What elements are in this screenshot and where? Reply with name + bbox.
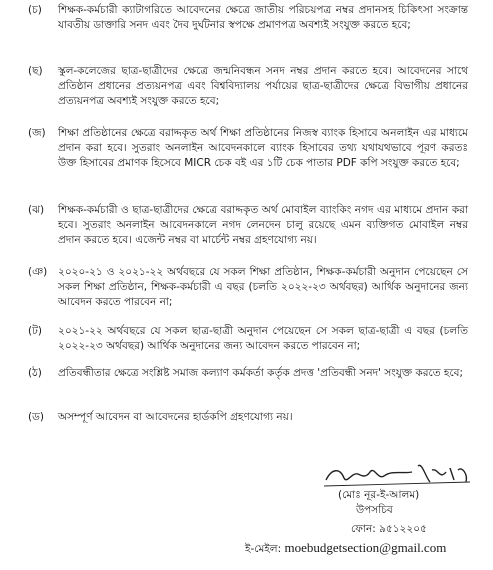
item-text: শিক্ষক-কর্মচারী ক্যাটাগরিতে আবেদনের ক্ষেত্রে জাতীয় পরিচয়পত্র নম্বর প্রদানসহ চিকিৎসা সংক্রান্ত যাবতীয় ডাক্তারি সনদ এবং দৈব দুর্ঘটনার স্বপক্ষে প্রমাণপত্র অবশ্যই সংযুক্ত করতে হবে; xyxy=(58,4,468,31)
item-text: স্কুল-কলেজের ছাত্র-ছাত্রীদের ক্ষেত্রে জন্মনিবন্ধন সনদ নম্বর প্রদান করতে হবে। আবেদনের সাথে প্রতিষ্ঠান প্রধানের প্রত্যয়নপত্র এবং বিশ্ববিদ্যালয় পর্যায়ের ছাত্র-ছাত্রীদের ক্ষেত্রে বিভাগীয় প্রধানের প্রত্যয়নপত্র অবশ্যই সংযুক্ত করতে হবে; xyxy=(58,65,468,107)
signatory-name: (মোঃ নূর-ই-আলম) xyxy=(338,489,420,501)
item-marker: (ঠ) xyxy=(28,367,42,379)
item-marker: (চ) xyxy=(28,4,42,16)
item-text: ২০২০-২১ ও ২০২১-২২ অর্থবছরে যে সকল শিক্ষা প্রতিষ্ঠান, শিক্ষক-কর্মচারী অনুদান পেয়েছেন সে সকল শিক্ষা প্রতিষ্ঠান, শিক্ষক-কর্মচারী এ বছর (চলতি ২০২২-২৩ অর্থবছর) আর্থিক অনুদানের জন্য আবেদন করতে পারবেন না; xyxy=(58,266,468,308)
item-text: ২০২১-২২ অর্থবছরে যে সকল ছাত্র-ছাত্রী অনুদান পেয়েছেন সে সকল ছাত্র-ছাত্রী এ বছর (চলতি ২০২২-২৩ অর্থবছর) আর্থিক অনুদানের জন্য আবেদন করতে পারবেন না; xyxy=(58,325,468,352)
item-marker: (ঝ) xyxy=(28,204,45,216)
item-text: অসম্পূর্ণ আবেদন বা আবেদনের হার্ডকপি গ্রহণযোগ্য নয়। xyxy=(58,411,293,423)
item-marker: (ট) xyxy=(28,325,42,337)
signatory-designation: উপসচিব xyxy=(356,504,393,516)
item-text: প্রতিবন্ধীতার ক্ষেত্রে সংশ্লিষ্ট সমাজ কল্যাণ কর্মকর্তা কর্তৃক প্রদত্ত 'প্রতিবন্ধী সনদ' সংযুক্ত করতে হবে; xyxy=(58,367,464,379)
email-label: ই-মেইল: xyxy=(245,543,282,555)
item-marker: (ছ) xyxy=(28,65,43,77)
item-marker: (ঞ) xyxy=(28,266,48,278)
email-link[interactable]: moebudgetsection@gmail.com xyxy=(284,540,447,555)
item-text: শিক্ষা প্রতিষ্ঠানের ক্ষেত্রে বরাদ্দকৃত অর্থ শিক্ষা প্রতিষ্ঠানের নিজস্ব ব্যাংক হিসাবে অনলাইন এর মাধ্যমে প্রদান করা হবে। সুতরাং অনলাইন আবেদনকালে ব্যাংক হিসাবের তথ্য যথাযথভাবে পূরণ করতঃ উক্ত হিসাবের প্রমাণক হিসেবে MICR চেক বই এর ১টি চেক পাতার PDF কপি সংযুক্ত করতে হবে; xyxy=(58,127,468,169)
item-marker: (ড) xyxy=(28,411,44,423)
item-text: শিক্ষক-কর্মচারী ও ছাত্র-ছাত্রীদের ক্ষেত্রে বরাদ্দকৃত অর্থ মোবাইল ব্যাংকিং নগদ এর মাধ্যমে প্রদান করা হবে। সুতরাং অনলাইন আবেদনকালে নগদ লেনদেন চালু রয়েছে এমন ব্যক্তিগত মোবাইল নম্বর প্রদান করতে হবে। এজেন্ট নম্বর বা মার্চেন্ট নম্বর গ্রহণযোগ্য নয়। xyxy=(58,204,468,246)
item-marker: (জ) xyxy=(28,127,46,139)
handwritten-signature xyxy=(322,460,472,490)
signatory-phone: ফোন: ৯৫১২২০৫ xyxy=(351,523,427,535)
signatory-email xyxy=(245,540,446,557)
